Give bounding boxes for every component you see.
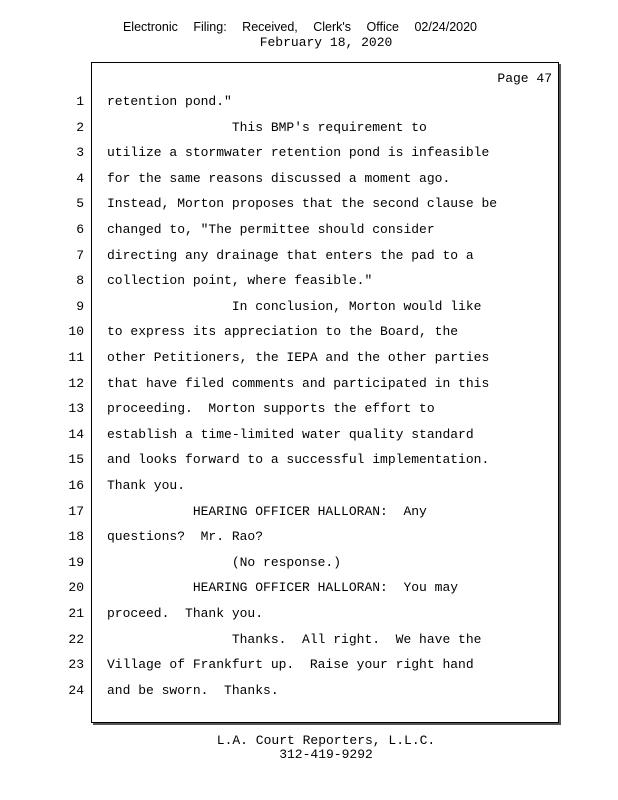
line-text: establish a time-limited water quality standard — [107, 427, 474, 442]
stamp-word: Office — [366, 20, 399, 34]
line-text: proceeding. Morton supports the effort to — [107, 401, 435, 416]
line-number: 4 — [76, 171, 84, 186]
line-number: 8 — [76, 273, 84, 288]
line-number: 14 — [68, 427, 84, 442]
line-number: 11 — [68, 350, 84, 365]
stamp-date: 02/24/2020 — [414, 20, 478, 34]
line-text: Thank you. — [107, 478, 186, 493]
line-number: 21 — [68, 606, 84, 621]
line-text: Village of Frankfurt up. Raise your right hand — [107, 657, 474, 672]
reporter-phone: 312-419-9292 — [279, 747, 373, 762]
line-number: 3 — [76, 145, 84, 160]
line-number: 13 — [68, 401, 84, 416]
line-number: 24 — [68, 683, 84, 698]
line-text: and looks forward to a successful implementation. — [107, 452, 490, 467]
stamp-word: Clerk's — [313, 20, 352, 34]
line-text: Instead, Morton proposes that the second clause be — [107, 196, 498, 211]
line-text: to express its appreciation to the Board, the — [107, 324, 459, 339]
line-text: collection point, where feasible." — [107, 273, 373, 288]
filing-stamp — [0, 20, 600, 34]
line-text: HEARING OFFICER HALLORAN: You may — [107, 580, 459, 595]
line-text: In conclusion, Morton would like — [107, 299, 482, 314]
line-number: 20 — [68, 580, 84, 595]
line-number: 2 — [76, 120, 84, 135]
line-text: This BMP's requirement to — [107, 120, 427, 135]
line-text: other Petitioners, the IEPA and the other parties — [107, 350, 490, 365]
line-number: 6 — [76, 222, 84, 237]
line-number: 19 — [68, 555, 84, 570]
line-text: utilize a stormwater retention pond is infeasible — [107, 145, 490, 160]
page-number: Page 47 — [497, 71, 552, 86]
line-number: 16 — [68, 478, 84, 493]
line-number: 1 — [76, 94, 84, 109]
transcript-date: February 18, 2020 — [259, 35, 393, 50]
line-text: retention pond." — [107, 94, 232, 109]
line-text: questions? Mr. Rao? — [107, 529, 264, 544]
line-number: 5 — [76, 196, 84, 211]
line-number: 17 — [68, 504, 84, 519]
stamp-word: Electronic — [122, 20, 178, 34]
line-text: that have filed comments and participated in this — [107, 376, 490, 391]
line-number: 10 — [68, 324, 84, 339]
stamp-word: Filing: — [193, 20, 227, 34]
line-number: 22 — [68, 632, 84, 647]
line-number: 9 — [76, 299, 84, 314]
line-number: 15 — [68, 452, 84, 467]
line-text: (No response.) — [107, 555, 342, 570]
line-text: directing any drainage that enters the pad to a — [107, 248, 474, 263]
stamp-word: Received, — [242, 20, 298, 34]
line-number: 7 — [76, 248, 84, 263]
line-text: Thanks. All right. We have the — [107, 632, 482, 647]
line-number: 23 — [68, 657, 84, 672]
line-text: and be sworn. Thanks. — [107, 683, 279, 698]
line-text: for the same reasons discussed a moment ago. — [107, 171, 451, 186]
line-text: changed to, "The permittee should consider — [107, 222, 435, 237]
line-number: 18 — [68, 529, 84, 544]
line-text: HEARING OFFICER HALLORAN: Any — [107, 504, 427, 519]
reporter-company: L.A. Court Reporters, L.L.C. — [216, 733, 436, 748]
line-number: 12 — [68, 376, 84, 391]
line-text: proceed. Thank you. — [107, 606, 264, 621]
